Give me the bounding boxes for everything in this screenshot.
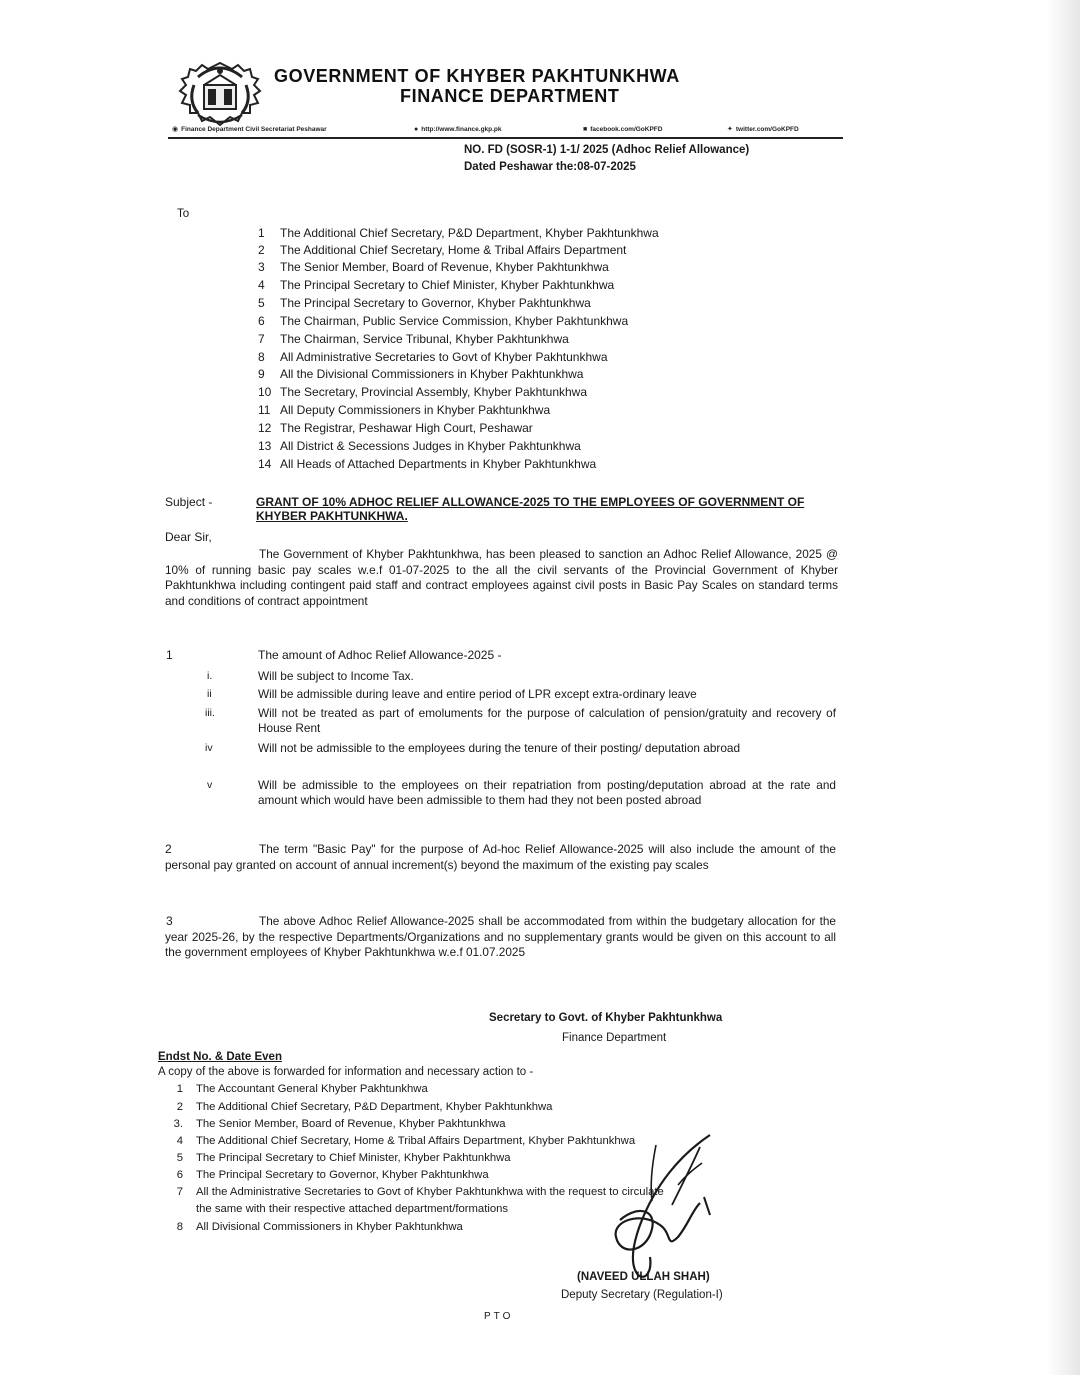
item-numeral: iii. [205, 707, 215, 719]
addressee-item: 14 All Heads of Attached Departments in Khyber Pakhtunkhwa [258, 457, 597, 471]
para2-number: 2 [165, 842, 172, 856]
addressee-item: 6 The Chairman, Public Service Commission, Khyber Pakhtunkhwa [258, 314, 629, 328]
para1-number: 1 [166, 648, 173, 662]
addressee-item: 12 The Registrar, Peshawar High Court, Peshawar [258, 421, 533, 435]
copy-item: 8 All Divisional Commissioners in Khyber Pakhtunkhwa [176, 1221, 463, 1233]
facebook-icon: ■ [583, 126, 588, 133]
contact-website: ● http://www.finance.gkp.pk [414, 126, 502, 133]
subject-text: GRANT OF 10% ADHOC RELIEF ALLOWANCE-2025 TO THE EMPLOYEES OF GOVERNMENT OF KHYBER PAKHTUNKHWA. [256, 495, 805, 523]
endorsement-intro: A copy of the above is forwarded for information and necessary action to - [158, 1066, 534, 1078]
copy-item: 7 All the Administrative Secretaries to Govt of Khyber Pakhtunkhwa with the request to circulate [176, 1186, 664, 1198]
copy-item-continued: the same with their respective attached department/formations [196, 1203, 509, 1215]
intro-paragraph: The Government of Khyber Pakhtunkhwa, has been pleased to sanction an Adhoc Relief Allowance, 2025 @ 10% of running basic pay scales w.e.f 01-07-2025 to the all the civil servants of the Provincial Government of Khyber Pakhtunkhwa including contingent paid staff and contract employees against civil posts in Basic Pay Scales on standard terms and conditions of contract appointment [165, 547, 838, 608]
copy-item: 1 The Accountant General Khyber Pakhtunkhwa [176, 1083, 428, 1095]
para1-item: Will not be treated as part of emoluments for the purpose of calculation of pension/gratuity and recovery of House Rent [258, 706, 836, 735]
deputy-secretary-designation: Deputy Secretary (Regulation-I) [561, 1289, 723, 1301]
date-line: Dated Peshawar the:08-07-2025 [464, 161, 636, 173]
item-numeral: iv [205, 742, 213, 754]
addressee-item: 5 The Principal Secretary to Governor, Khyber Pakhtunkhwa [258, 296, 591, 310]
para1-item: Will not be admissible to the employees during the tenure of their posting/ deputation abroad [258, 741, 741, 755]
scan-edge-shadow [1046, 0, 1080, 1375]
endorsement-heading: Endst No. & Date Even [158, 1051, 282, 1063]
header-rule [168, 137, 843, 139]
para3-text: The above Adhoc Relief Allowance-2025 shall be accommodated from within the budgetary allocation for the year 2025-26, by the respective Departments/Organizations and no supplementary grants would be given on this account to all the government employees of Khyber Pakhtunkhwa w.e.f 01.07.2025 [165, 914, 836, 960]
twitter-icon: ✦ [727, 126, 733, 133]
para1-item: Will be admissible to the employees on their repatriation from posting/deputation abroad at the rate and amount which would have been admissible to them had they not been posted abroad [258, 778, 836, 807]
item-numeral: ii [207, 688, 212, 700]
addressee-item: 1 The Additional Chief Secretary, P&D Department, Khyber Pakhtunkhwa [258, 226, 659, 240]
copy-item: 5 The Principal Secretary to Chief Minister, Khyber Pakhtunkhwa [176, 1152, 511, 1164]
header-government-title: GOVERNMENT OF KHYBER PAKHTUNKHWA [274, 66, 680, 86]
header-department-title: FINANCE DEPARTMENT [400, 86, 620, 106]
addressee-item: 9 All the Divisional Commissioners in Khyber Pakhtunkhwa [258, 367, 584, 381]
signatory-department: Finance Department [562, 1032, 667, 1044]
copy-item: 3. The Senior Member, Board of Revenue, Khyber Pakhtunkhwa [173, 1118, 506, 1130]
location-icon: ◉ [172, 126, 179, 133]
addressee-item: 3 The Senior Member, Board of Revenue, Khyber Pakhtunkhwa [258, 260, 609, 274]
copy-item: 4 The Additional Chief Secretary, Home & Tribal Affairs Department, Khyber Pakhtunkhwa [176, 1135, 636, 1147]
copy-item: 6 The Principal Secretary to Governor, Khyber Pakhtunkhwa [176, 1169, 489, 1181]
to-label: To [177, 208, 190, 220]
contact-facebook: ■ facebook.com/GoKPFD [583, 126, 663, 133]
addressee-item: 13 All District & Secessions Judges in Khyber Pakhtunkhwa [258, 439, 581, 453]
item-numeral: i. [207, 670, 213, 682]
addressee-item: 10 The Secretary, Provincial Assembly, Khyber Pakhtunkhwa [258, 385, 588, 399]
handwritten-signature-icon [560, 1125, 760, 1285]
page-footer-pto: PTO [484, 1311, 514, 1322]
deputy-secretary-name: (NAVEED ULLAH SHAH) [577, 1271, 710, 1283]
addressee-item: 8 All Administrative Secretaries to Govt of Khyber Pakhtunkhwa [258, 350, 608, 364]
para3-number: 3 [166, 914, 173, 928]
para2-text: The term "Basic Pay" for the purpose of Ad-hoc Relief Allowance-2025 will also include the amount of the personal pay granted on account of annual increment(s) beyond the maximum of the existing pay scales [165, 842, 836, 872]
globe-icon: ● [414, 126, 419, 133]
contact-address: ◉ Finance Department Civil Secretariat Peshawar [172, 126, 327, 133]
addressee-item: 11 All Deputy Commissioners in Khyber Pakhtunkhwa [258, 403, 551, 417]
subject-label: Subject - [165, 495, 213, 509]
contact-twitter: ✦ twitter.com/GoKPFD [727, 126, 799, 133]
addressee-item: 4 The Principal Secretary to Chief Minister, Khyber Pakhtunkhwa [258, 278, 615, 292]
item-numeral: v [207, 779, 213, 791]
addressee-item: 2 The Additional Chief Secretary, Home & Tribal Affairs Department [258, 243, 627, 257]
addressee-item: 7 The Chairman, Service Tribunal, Khyber Pakhtunkhwa [258, 332, 569, 346]
salutation: Dear Sir, [165, 530, 212, 544]
para1-item: Will be admissible during leave and entire period of LPR except extra-ordinary leave [258, 687, 697, 701]
government-emblem-icon [168, 55, 272, 131]
para1-item: Will be subject to Income Tax. [258, 669, 414, 683]
copy-item: 2 The Additional Chief Secretary, P&D Department, Khyber Pakhtunkhwa [176, 1101, 553, 1113]
reference-number: NO. FD (SOSR-1) 1-1/ 2025 (Adhoc Relief Allowance) [464, 144, 750, 156]
para1-heading: The amount of Adhoc Relief Allowance-2025 - [258, 648, 502, 662]
signatory-title: Secretary to Govt. of Khyber Pakhtunkhwa [489, 1012, 723, 1024]
